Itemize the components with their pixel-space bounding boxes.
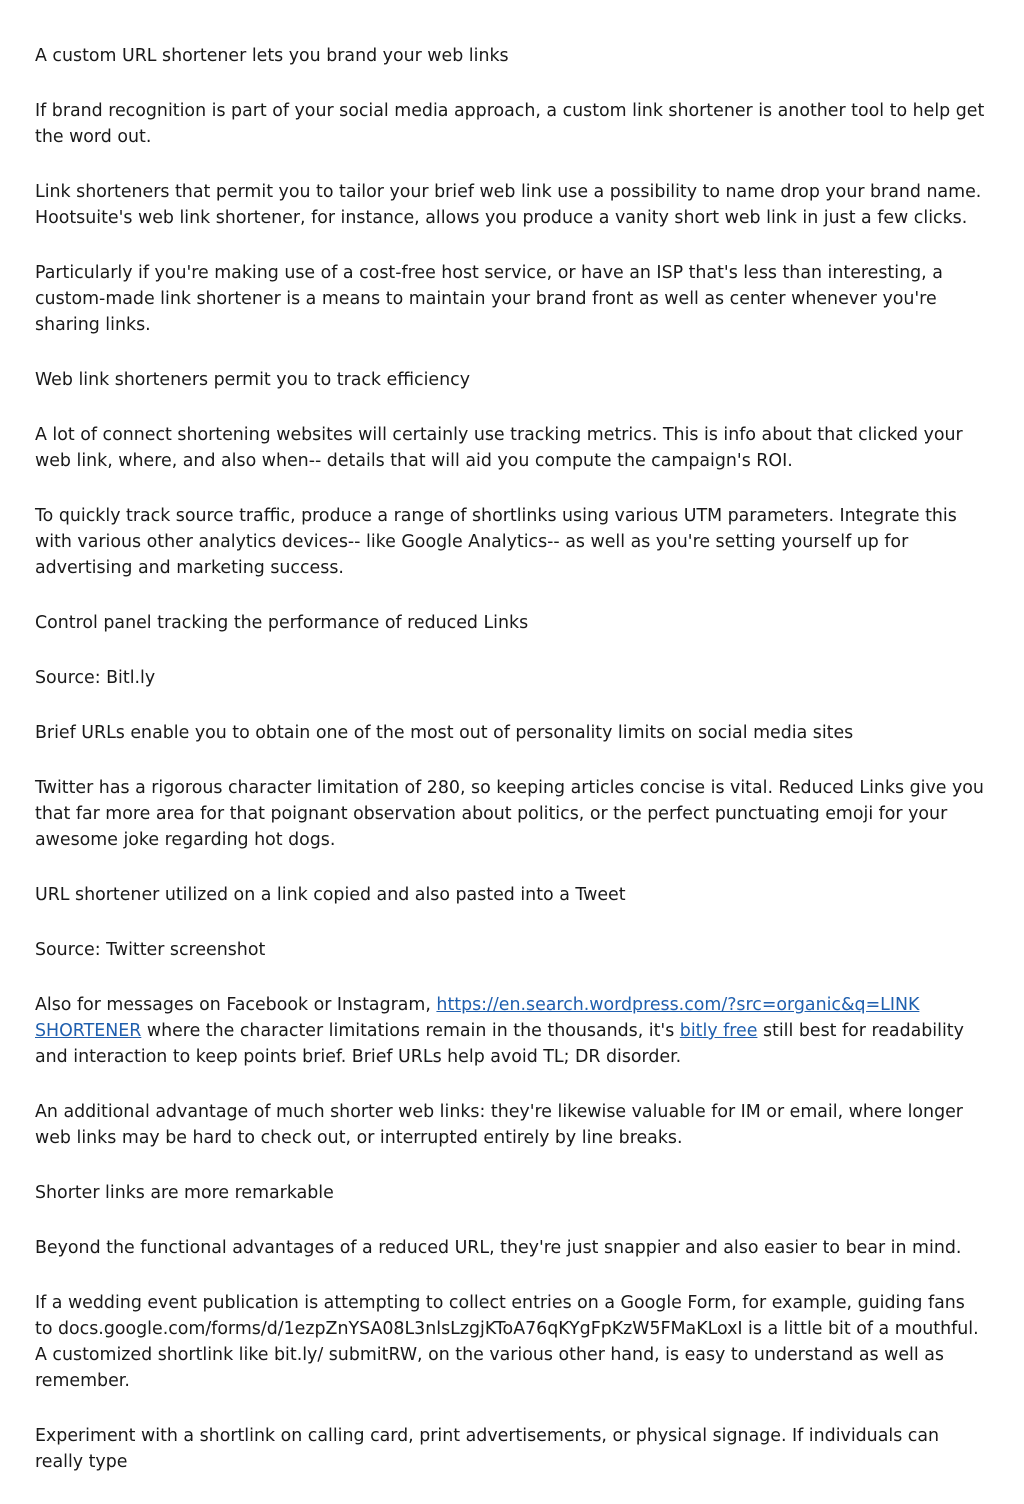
heading-custom-url: A custom URL shortener lets you brand your web links (35, 46, 509, 66)
text-segment: still best for readability and interaction to keep points brief. Brief URLs help avoid TL; DR disorder. (35, 1021, 964, 1067)
source-twitter: Source: Twitter screenshot (35, 940, 266, 960)
text-segment: where the character limitations remain in the thousands, it's (141, 1021, 680, 1041)
paragraph-google-form: If a wedding event publication is attempting to collect entries on a Google Form, for example, guiding fans to docs.google.com/forms/d/1ezpZnYSA08L3nlsLzgjKToA76qKYgFpKzW5FMaKLoxI is a little bit of a mouthful. A customized shortlink like bit.ly/ submitRW, on the various other hand, is easy to understand as well as remember. (35, 1293, 979, 1391)
paragraph-host-service: Particularly if you're making use of a cost-free host service, or have an ISP that's less than interesting, a custom-made link shortener is a means to maintain your brand front as well as center whenever you're sharing links. (35, 263, 943, 335)
paragraph-im-email: An additional advantage of much shorter web links: they're likewise valuable for IM or email, where longer web links may be hard to check out, or interrupted entirely by line breaks. (35, 1102, 963, 1148)
document-body (35, 43, 985, 1504)
paragraph-brand-recognition: If brand recognition is part of your social media approach, a custom link shortener is another tool to help get the word out. (35, 101, 985, 147)
paragraph-twitter-limit: Twitter has a rigorous character limitation of 280, so keeping articles concise is vital. Reduced Links give you that far more area for that poignant observation about politics, or the perfect punctuating emoji for your awesome joke regarding hot dogs. (35, 778, 984, 850)
paragraph-facebook-instagram (35, 992, 985, 1070)
caption-tweet-shortener: URL shortener utilized on a link copied and also pasted into a Tweet (35, 885, 626, 905)
text-segment: Also for messages on Facebook or Instagram, (35, 995, 437, 1015)
heading-remarkable: Shorter links are more remarkable (35, 1183, 334, 1203)
paragraph-tracking-metrics: A lot of connect shortening websites will certainly use tracking metrics. This is info about that clicked your web link, where, and also when-- details that will aid you compute the campaign's ROI. (35, 425, 963, 471)
caption-control-panel: Control panel tracking the performance of reduced Links (35, 613, 529, 633)
paragraph-experiment: Experiment with a shortlink on calling card, print advertisements, or physical signage. If individuals can really type (35, 1426, 940, 1472)
heading-character-limits: Brief URLs enable you to obtain one of the most out of personality limits on social media sites (35, 723, 854, 743)
paragraph-tailor-link: Link shorteners that permit you to tailor your brief web link use a possibility to name drop your brand name. Hootsuite's web link shortener, for instance, allows you produce a vanity short web link in just a few clicks. (35, 182, 982, 228)
paragraph-utm-parameters: To quickly track source traffic, produce a range of shortlinks using various UTM parameters. Integrate this with various other analytics devices-- like Google Analytics-- as well as you're setting yourself up for advertising and marketing success. (35, 506, 957, 578)
link-bitly-free[interactable]: bitly free (679, 1021, 758, 1041)
source-bitly: Source: Bitl.ly (35, 668, 156, 688)
paragraph-snappier: Beyond the functional advantages of a reduced URL, they're just snappier and also easier to bear in mind. (35, 1238, 962, 1258)
heading-track-efficiency: Web link shorteners permit you to track efficiency (35, 370, 471, 390)
link-wordpress-search[interactable]: https://en.search.wordpress.com/?src=organic&q=LINK SHORTENER (35, 995, 920, 1041)
